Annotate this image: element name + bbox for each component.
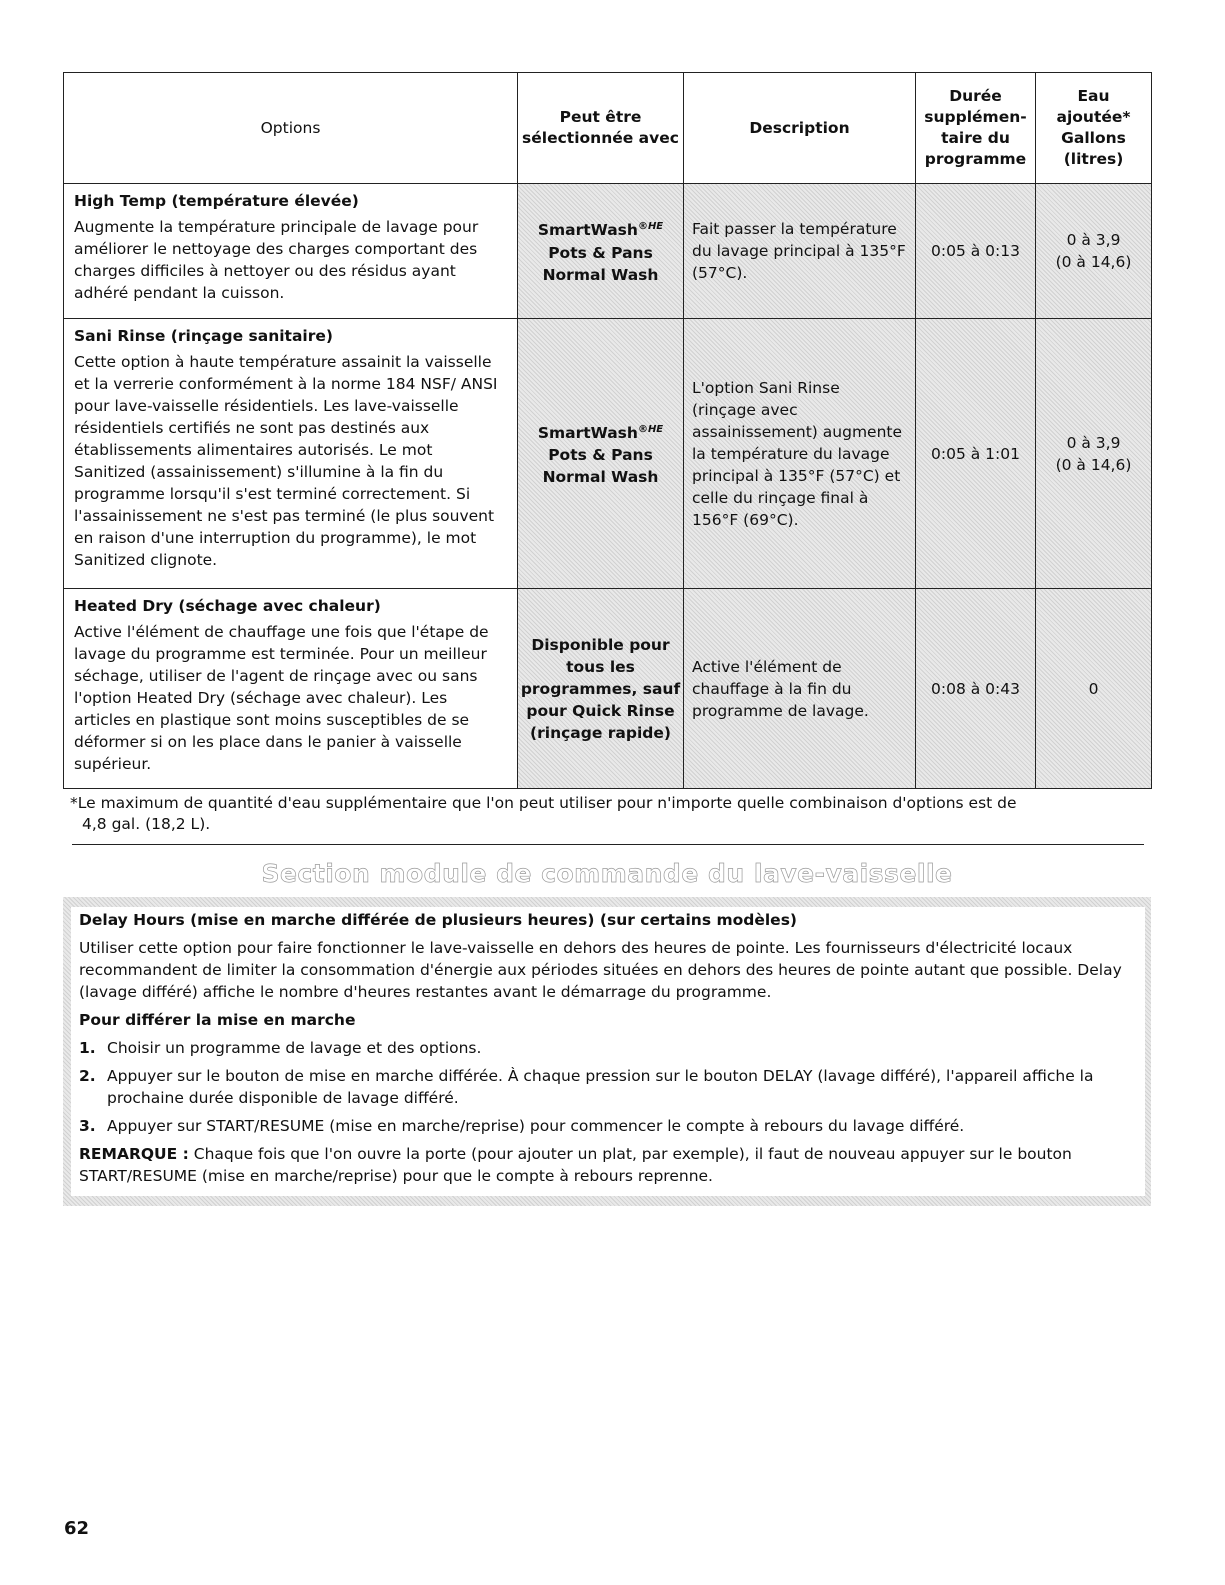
water-cell: [1036, 184, 1152, 319]
table-row: [64, 184, 1152, 319]
step-item: [79, 1037, 1137, 1059]
water-cell: [1036, 589, 1152, 789]
header-selectable-line: Peut être: [559, 108, 642, 126]
duration-cell: 0:05 à 1:01: [916, 319, 1036, 589]
water-value: (0 à 14,6): [1055, 455, 1132, 474]
options-table: [63, 72, 1152, 789]
selectable-cell: [518, 184, 684, 319]
trademark-mark: ®HE: [637, 423, 664, 435]
header-water-line: ajoutée*: [1056, 108, 1131, 126]
duration-cell: 0:05 à 0:13: [916, 184, 1036, 319]
header-duration-line: supplémen-: [924, 108, 1027, 126]
option-cell: [64, 319, 518, 589]
step-number: 3.: [79, 1117, 96, 1135]
option-name: Heated Dry (séchage avec chaleur): [74, 597, 381, 615]
divider: [72, 844, 1144, 845]
header-water-line: Eau: [1077, 87, 1110, 105]
table-row: [64, 319, 1152, 589]
water-value: 0: [1088, 679, 1099, 698]
option-name: High Temp (température élevée): [74, 192, 359, 210]
header-water-line: Gallons: [1061, 129, 1126, 147]
selectable-item: Normal Wash: [542, 468, 659, 487]
selectable-cell: [518, 319, 684, 589]
description-cell: Fait passer la température du lavage principal à 135°F (57°C).: [684, 184, 916, 319]
selectable-cell: [518, 589, 684, 789]
step-text: Appuyer sur START/RESUME (mise en marche/reprise) pour commencer le compte à rebours du lavage différé.: [107, 1117, 965, 1135]
option-text: Augmente la température principale de lavage pour améliorer le nettoyage des charges comportant des charges difficiles à nettoyer ou des résidus ayant adhéré pendant la cuisson.: [74, 218, 479, 302]
step-item: [79, 1065, 1137, 1109]
header-options: Options: [64, 73, 518, 184]
water-value: (0 à 14,6): [1055, 253, 1132, 271]
duration-cell: 0:08 à 0:43: [916, 589, 1036, 789]
table-header-row: [64, 73, 1152, 184]
water-cell: [1036, 319, 1152, 589]
description-cell: L'option Sani Rinse (rinçage avec assainissement) augmente la température du lavage principal à 135°F (57°C) et celle du rinçage final à 156°F (69°C).: [684, 319, 916, 589]
footnote-line: *Le maximum de quantité d'eau supplémentaire que l'on peut utiliser pour n'importe quelle combinaison d'options est de: [70, 794, 1017, 812]
delay-hours-content: [71, 907, 1145, 1196]
note-label: REMARQUE :: [79, 1145, 189, 1163]
footnote: [70, 793, 1150, 835]
header-water-line: (litres): [1063, 150, 1124, 168]
trademark-mark: ®HE: [637, 221, 664, 233]
step-number: 1.: [79, 1039, 96, 1057]
note-text: Chaque fois que l'on ouvre la porte (pour ajouter un plat, par exemple), il faut de nouveau appuyer sur le bouton START/RESUME (mise en marche/reprise) pour que le compte à rebours reprenne.: [79, 1145, 1072, 1185]
step-item: [79, 1115, 1137, 1137]
header-description: Description: [684, 73, 916, 184]
header-duration-line: taire du: [941, 129, 1010, 147]
header-water: [1036, 73, 1152, 184]
delay-intro: Utiliser cette option pour faire fonctionner le lave-vaisselle en dehors des heures de pointe. Les fournisseurs d'électricité locaux recommandent de limiter la consommation d'énergie aux périodes situées en dehors des heures de pointe autant que possible. Delay (lavage différé) affiche le nombre d'heures restantes avant le démarrage du programme.: [79, 939, 1122, 1001]
water-value: 0 à 3,9: [1066, 433, 1121, 452]
option-cell: [64, 184, 518, 319]
page-number: 62: [64, 1518, 90, 1539]
option-name: Sani Rinse (rinçage sanitaire): [74, 327, 333, 345]
water-value: 0 à 3,9: [1066, 231, 1121, 249]
selectable-item: Pots & Pans: [548, 243, 653, 262]
option-text: Active l'élément de chauffage une fois que l'étape de lavage du programme est terminée. Pour un meilleur séchage, utiliser de l'agent de rinçage avec ou sans l'option Heated Dry (séchage avec chaleur). Les articles en plastique sont moins susceptibles de se déformer si on les place dans le panier à vaisselle supérieur.: [74, 623, 489, 773]
description-cell: Active l'élément de chauffage à la fin du programme de lavage.: [684, 589, 916, 789]
delay-heading: Delay Hours (mise en marche différée de plusieurs heures) (sur certains modèles): [79, 911, 798, 929]
header-duration: [916, 73, 1036, 184]
step-number: 2.: [79, 1067, 96, 1085]
header-selectable-line: sélectionnée avec: [522, 129, 679, 147]
section-title: Section module de commande du lave-vaisselle: [261, 859, 953, 888]
table-row: [64, 589, 1152, 789]
header-duration-line: Durée: [949, 87, 1002, 105]
option-cell: [64, 589, 518, 789]
option-text: Cette option à haute température assainit la vaisselle et la verrerie conformément à la norme 184 NSF/ ANSI pour lave-vaisselle résidentiels. Les lave-vaisselle résidentiels certifiés ne sont pas destinés aux établissements alimentaires autorisés. Le mot Sanitized (assainissement) s'illumine à la fin du programme lorsqu'il s'est terminé correctement. Si l'assainissement ne s'est pas terminé (le plus souvent en raison d'une interruption du programme), le mot Sanitized clignote.: [74, 353, 498, 569]
selectable-item: Pots & Pans: [548, 446, 653, 465]
selectable-item: SmartWash$^{®HE}$: [537, 423, 664, 443]
header-duration-line: programme: [924, 150, 1027, 168]
selectable-item: Normal Wash: [542, 265, 659, 284]
header-selectable: [518, 73, 684, 184]
selectable-item: SmartWash$^{®HE}$: [537, 221, 664, 240]
step-text: Choisir un programme de lavage et des options.: [107, 1039, 482, 1057]
delay-hours-panel: [63, 897, 1151, 1206]
delay-note: [79, 1143, 1137, 1187]
selectable-item: Disponible pour tous les programmes, sauf pour Quick Rinse (rinçage rapide): [520, 635, 681, 742]
delay-subheading: Pour différer la mise en marche: [79, 1011, 356, 1029]
footnote-line: 4,8 gal. (18,2 L).: [82, 815, 211, 833]
step-text: Appuyer sur le bouton de mise en marche différée. À chaque pression sur le bouton DELAY (lavage différé), l'appareil affiche la prochaine durée disponible de lavage différé.: [107, 1067, 1094, 1107]
